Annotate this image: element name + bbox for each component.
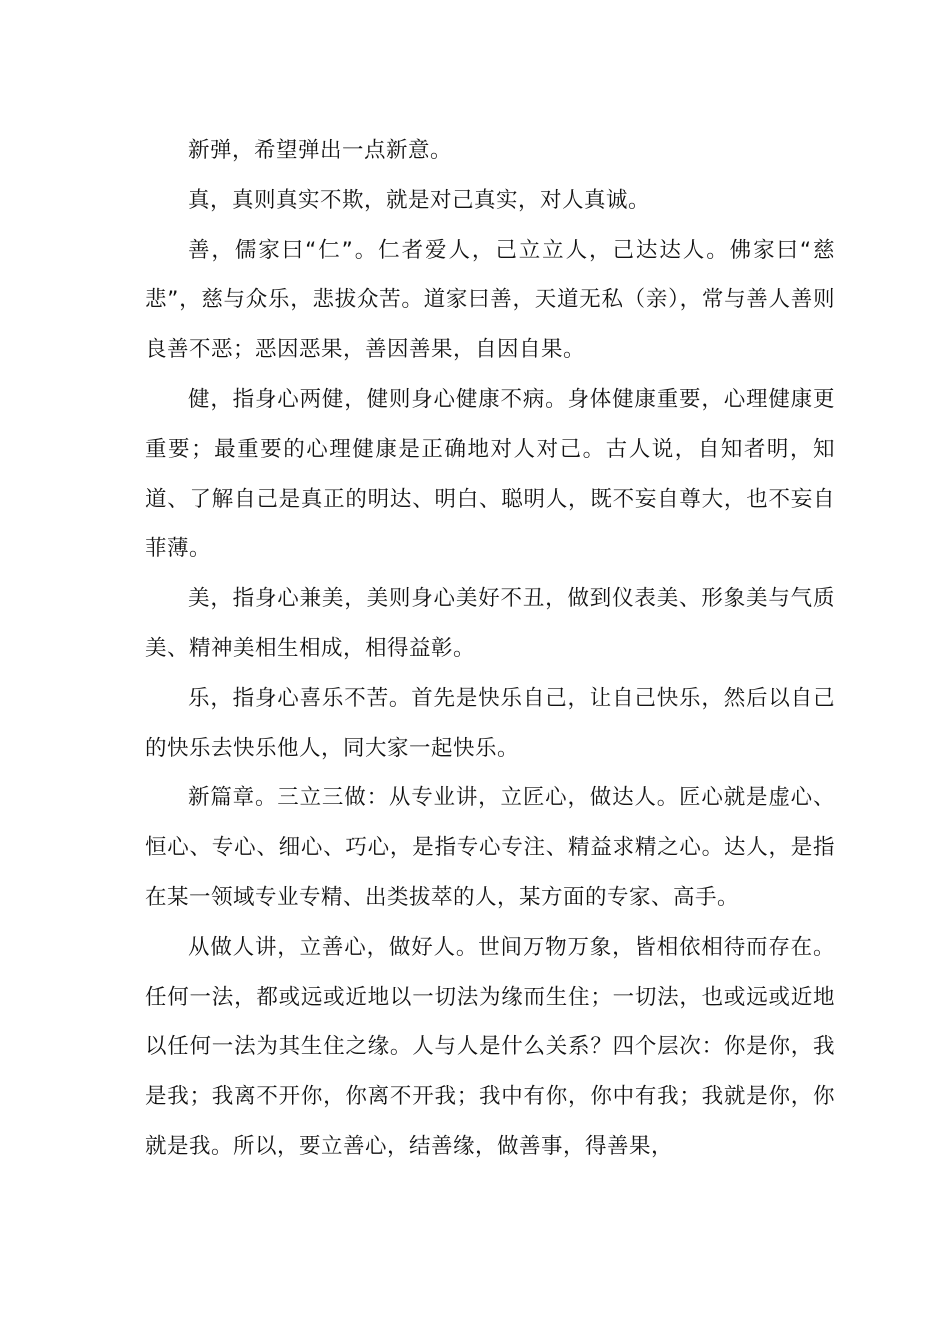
- paragraph-shan: 善，儒家曰“仁”。仁者爱人，己立立人，己达达人。佛家曰“慈悲”，慈与众乐，悲拔众苦。道家曰善，天道无私（亲），常与善人善则良善不恶；恶因恶果，善因善果，自因自果。: [145, 237, 835, 363]
- paragraph-jian: 健，指身心两健，健则身心健康不病。身体健康重要，心理健康更重要；最重要的心理健康是正确地对人对己。古人说，自知者明，知道、了解自己是真正的明达、明白、聪明人，既不妄自尊大，也不妄自菲薄。: [145, 386, 835, 562]
- paragraph-le: 乐，指身心喜乐不苦。首先是快乐自己，让自己快乐，然后以自己的快乐去快乐他人，同大家一起快乐。: [145, 685, 835, 761]
- paragraph-xindan: 新弹，希望弹出一点新意。: [188, 138, 453, 163]
- document-body: [145, 126, 835, 1172]
- paragraph-zhen: 真，真则真实不欺，就是对己真实，对人真诚。: [188, 187, 651, 213]
- paragraph-mei: 美，指身心兼美，美则身心美好不丑，做到仪表美、形象美与气质美、精神美相生相成，相得益彰。: [145, 586, 835, 661]
- paragraph-xin-pianzhang: 新篇章。三立三做：从专业讲，立匠心，做达人。匠心就是虚心、恒心、专心、细心、巧心，是指专心专注、精益求精之心。达人，是指在某一领域专业专精、出类拔萃的人，某方面的专家、高手。: [145, 785, 835, 910]
- paragraph-zuoren: 从做人讲，立善心，做好人。世间万物万象，皆相依相待而存在。任何一法，都或远或近地以一切法为缘而生住；一切法，也或远或近地以任何一法为其生住之缘。人与人是什么关系？四个层次：你是你，我是我；我离不开你，你离不开我；我中有你，你中有我；我就是你，你就是我。所以，要立善心，结善缘，做善事，得善果，: [145, 934, 835, 1159]
